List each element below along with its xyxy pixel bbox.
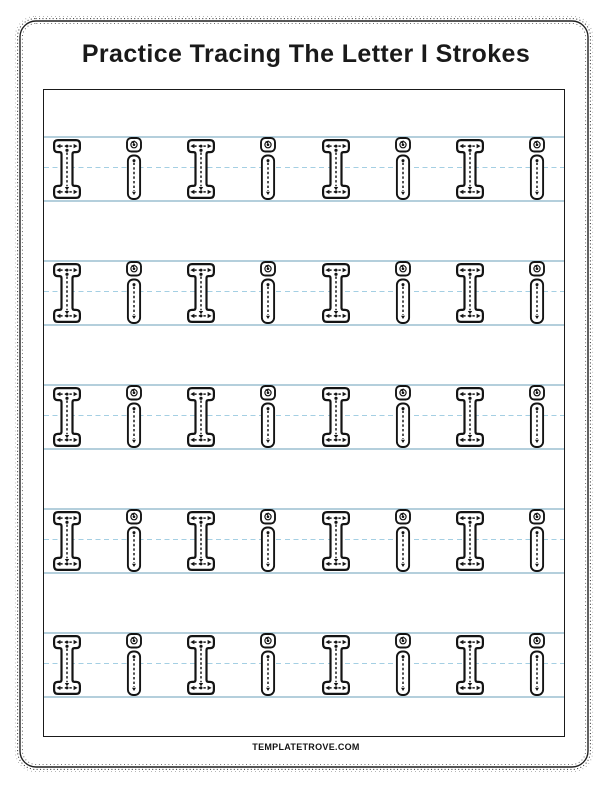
stroke-start-dot	[267, 531, 270, 534]
practice-row	[44, 508, 564, 574]
stroke-start-dot	[65, 562, 68, 565]
stroke-start-dot	[468, 521, 471, 524]
stroke-start-dot	[65, 517, 68, 520]
uppercase-i-outline-icon	[322, 387, 350, 447]
guide-line-top	[44, 136, 564, 138]
uppercase-i-trace-glyph[interactable]	[187, 139, 215, 199]
stroke-start-dot	[469, 641, 472, 644]
guide-line-bottom	[44, 696, 564, 698]
uppercase-i-outline-icon	[187, 635, 215, 695]
dot-center	[133, 267, 136, 270]
lowercase-i-outline-icon	[395, 137, 411, 200]
stroke-start-dot	[200, 269, 203, 272]
stroke-start-dot	[469, 562, 472, 565]
guide-line-middle-dashed	[44, 539, 564, 540]
stroke-start-dot	[133, 283, 136, 286]
guide-line-bottom	[44, 448, 564, 450]
lowercase-i-outline-icon	[126, 137, 142, 200]
lowercase-i-trace-glyph[interactable]	[126, 261, 142, 324]
dot-center	[133, 639, 136, 642]
lowercase-i-outline-icon	[529, 633, 545, 696]
worksheet-title: Practice Tracing The Letter I Strokes	[81, 40, 531, 68]
stroke-start-dot	[401, 283, 404, 286]
practice-row	[44, 384, 564, 450]
uppercase-i-outline-icon	[322, 139, 350, 199]
uppercase-i-outline-icon	[456, 263, 484, 323]
stroke-start-dot	[536, 531, 539, 534]
dot-center	[267, 143, 270, 146]
stroke-start-dot	[65, 438, 68, 441]
stroke-start-dot	[65, 190, 68, 193]
uppercase-i-trace-glyph[interactable]	[53, 511, 81, 571]
uppercase-i-trace-glyph[interactable]	[53, 635, 81, 695]
uppercase-i-trace-glyph[interactable]	[53, 139, 81, 199]
stroke-start-dot	[133, 531, 136, 534]
uppercase-i-outline-icon	[187, 511, 215, 571]
stroke-start-dot	[133, 159, 136, 162]
lowercase-i-trace-glyph[interactable]	[529, 633, 545, 696]
lowercase-i-trace-glyph[interactable]	[260, 261, 276, 324]
stroke-start-dot	[468, 149, 471, 152]
stroke-start-dot	[267, 283, 270, 286]
guide-line-middle-dashed	[44, 291, 564, 292]
stroke-start-dot	[65, 145, 68, 148]
stroke-start-dot	[65, 397, 68, 400]
stroke-start-dot	[468, 397, 471, 400]
uppercase-i-trace-glyph[interactable]	[322, 511, 350, 571]
stroke-start-dot	[200, 641, 203, 644]
uppercase-i-trace-glyph[interactable]	[187, 263, 215, 323]
stroke-start-dot	[200, 149, 203, 152]
lowercase-i-trace-glyph[interactable]	[529, 261, 545, 324]
practice-area	[43, 89, 565, 737]
lowercase-i-outline-icon	[395, 509, 411, 572]
lowercase-i-outline-icon	[395, 633, 411, 696]
lowercase-i-trace-glyph[interactable]	[529, 385, 545, 448]
uppercase-i-trace-glyph[interactable]	[53, 263, 81, 323]
stroke-start-dot	[401, 407, 404, 410]
stroke-start-dot	[469, 686, 472, 689]
lowercase-i-outline-icon	[260, 261, 276, 324]
guide-line-bottom	[44, 324, 564, 326]
stroke-start-dot	[65, 521, 68, 524]
lowercase-i-trace-glyph[interactable]	[395, 385, 411, 448]
stroke-start-dot	[536, 283, 539, 286]
lowercase-i-outline-icon	[529, 385, 545, 448]
footer-website-text: TEMPLATETROVE.COM	[252, 742, 360, 752]
stroke-start-dot	[200, 645, 203, 648]
lowercase-i-trace-glyph[interactable]	[395, 633, 411, 696]
uppercase-i-outline-icon	[53, 511, 81, 571]
stroke-start-dot	[334, 438, 337, 441]
stroke-start-dot	[65, 645, 68, 648]
stroke-start-dot	[469, 145, 472, 148]
uppercase-i-trace-glyph[interactable]	[187, 635, 215, 695]
lowercase-i-outline-icon	[126, 261, 142, 324]
lowercase-i-outline-icon	[529, 509, 545, 572]
lowercase-i-outline-icon	[529, 261, 545, 324]
uppercase-i-trace-glyph[interactable]	[456, 139, 484, 199]
dot-center	[267, 391, 270, 394]
stroke-start-dot	[334, 190, 337, 193]
lowercase-i-trace-glyph[interactable]	[395, 137, 411, 200]
dot-center	[536, 267, 539, 270]
guide-line-middle-dashed	[44, 415, 564, 416]
lowercase-i-trace-glyph[interactable]	[395, 509, 411, 572]
uppercase-i-outline-icon	[187, 139, 215, 199]
stroke-start-dot	[334, 269, 337, 272]
lowercase-i-outline-icon	[260, 633, 276, 696]
uppercase-i-outline-icon	[322, 511, 350, 571]
lowercase-i-trace-glyph[interactable]	[260, 137, 276, 200]
stroke-start-dot	[200, 393, 203, 396]
practice-row	[44, 632, 564, 698]
stroke-start-dot	[267, 407, 270, 410]
stroke-start-dot	[200, 273, 203, 276]
uppercase-i-outline-icon	[456, 387, 484, 447]
lowercase-i-outline-icon	[126, 385, 142, 448]
uppercase-i-trace-glyph[interactable]	[322, 139, 350, 199]
lowercase-i-outline-icon	[395, 385, 411, 448]
dot-center	[536, 639, 539, 642]
uppercase-i-trace-glyph[interactable]	[322, 263, 350, 323]
stroke-start-dot	[536, 159, 539, 162]
guide-line-top	[44, 632, 564, 634]
uppercase-i-outline-icon	[187, 387, 215, 447]
stroke-start-dot	[469, 393, 472, 396]
stroke-start-dot	[469, 517, 472, 520]
uppercase-i-outline-icon	[53, 387, 81, 447]
stroke-start-dot	[267, 159, 270, 162]
dot-center	[536, 391, 539, 394]
lowercase-i-trace-glyph[interactable]	[126, 137, 142, 200]
uppercase-i-trace-glyph[interactable]	[53, 387, 81, 447]
stroke-start-dot	[468, 273, 471, 276]
stroke-start-dot	[334, 145, 337, 148]
stroke-start-dot	[469, 314, 472, 317]
dot-center	[401, 143, 404, 146]
stroke-start-dot	[200, 190, 203, 193]
stroke-start-dot	[65, 314, 68, 317]
practice-row	[44, 260, 564, 326]
stroke-start-dot	[401, 531, 404, 534]
uppercase-i-trace-glyph[interactable]	[322, 387, 350, 447]
stroke-start-dot	[65, 273, 68, 276]
stroke-start-dot	[65, 269, 68, 272]
lowercase-i-trace-glyph[interactable]	[126, 385, 142, 448]
uppercase-i-outline-icon	[322, 635, 350, 695]
stroke-start-dot	[334, 149, 337, 152]
dot-center	[133, 143, 136, 146]
dot-center	[536, 143, 539, 146]
stroke-start-dot	[469, 190, 472, 193]
dot-center	[267, 515, 270, 518]
stroke-start-dot	[334, 273, 337, 276]
uppercase-i-trace-glyph[interactable]	[456, 511, 484, 571]
stroke-start-dot	[200, 397, 203, 400]
stroke-start-dot	[334, 562, 337, 565]
stroke-start-dot	[200, 562, 203, 565]
stroke-start-dot	[65, 393, 68, 396]
guide-line-middle-dashed	[44, 663, 564, 664]
uppercase-i-trace-glyph[interactable]	[456, 635, 484, 695]
dot-center	[133, 515, 136, 518]
stroke-start-dot	[200, 521, 203, 524]
dot-center	[401, 391, 404, 394]
stroke-start-dot	[65, 686, 68, 689]
dot-center	[401, 515, 404, 518]
uppercase-i-outline-icon	[456, 139, 484, 199]
lowercase-i-outline-icon	[126, 509, 142, 572]
lowercase-i-trace-glyph[interactable]	[126, 633, 142, 696]
stroke-start-dot	[133, 655, 136, 658]
stroke-start-dot	[65, 149, 68, 152]
stroke-start-dot	[334, 686, 337, 689]
uppercase-i-trace-glyph[interactable]	[187, 511, 215, 571]
uppercase-i-outline-icon	[53, 263, 81, 323]
lowercase-i-trace-glyph[interactable]	[260, 509, 276, 572]
stroke-start-dot	[401, 159, 404, 162]
guide-line-middle-dashed	[44, 167, 564, 168]
dot-center	[267, 639, 270, 642]
lowercase-i-trace-glyph[interactable]	[126, 509, 142, 572]
lowercase-i-trace-glyph[interactable]	[529, 137, 545, 200]
dot-center	[401, 267, 404, 270]
practice-row	[44, 136, 564, 202]
lowercase-i-outline-icon	[395, 261, 411, 324]
guide-line-top	[44, 260, 564, 262]
dot-center	[267, 267, 270, 270]
stroke-start-dot	[469, 438, 472, 441]
stroke-start-dot	[401, 655, 404, 658]
stroke-start-dot	[334, 393, 337, 396]
uppercase-i-trace-glyph[interactable]	[187, 387, 215, 447]
dot-center	[536, 515, 539, 518]
dot-center	[401, 639, 404, 642]
dot-center	[133, 391, 136, 394]
stroke-start-dot	[468, 645, 471, 648]
stroke-start-dot	[334, 397, 337, 400]
lowercase-i-outline-icon	[260, 509, 276, 572]
stroke-start-dot	[334, 517, 337, 520]
stroke-start-dot	[200, 145, 203, 148]
stroke-start-dot	[334, 645, 337, 648]
lowercase-i-trace-glyph[interactable]	[260, 633, 276, 696]
lowercase-i-outline-icon	[529, 137, 545, 200]
stroke-start-dot	[536, 655, 539, 658]
uppercase-i-outline-icon	[187, 263, 215, 323]
guide-line-top	[44, 508, 564, 510]
lowercase-i-outline-icon	[260, 385, 276, 448]
stroke-start-dot	[267, 655, 270, 658]
stroke-start-dot	[200, 517, 203, 520]
uppercase-i-trace-glyph[interactable]	[456, 387, 484, 447]
lowercase-i-trace-glyph[interactable]	[260, 385, 276, 448]
stroke-start-dot	[65, 641, 68, 644]
guide-line-top	[44, 384, 564, 386]
lowercase-i-trace-glyph[interactable]	[395, 261, 411, 324]
uppercase-i-outline-icon	[322, 263, 350, 323]
stroke-start-dot	[200, 438, 203, 441]
guide-line-bottom	[44, 200, 564, 202]
uppercase-i-outline-icon	[456, 511, 484, 571]
guide-line-bottom	[44, 572, 564, 574]
stroke-start-dot	[334, 521, 337, 524]
lowercase-i-trace-glyph[interactable]	[529, 509, 545, 572]
uppercase-i-outline-icon	[53, 139, 81, 199]
uppercase-i-outline-icon	[53, 635, 81, 695]
stroke-start-dot	[334, 314, 337, 317]
lowercase-i-outline-icon	[260, 137, 276, 200]
uppercase-i-trace-glyph[interactable]	[322, 635, 350, 695]
uppercase-i-outline-icon	[456, 635, 484, 695]
stroke-start-dot	[133, 407, 136, 410]
stroke-start-dot	[200, 314, 203, 317]
uppercase-i-trace-glyph[interactable]	[456, 263, 484, 323]
lowercase-i-outline-icon	[126, 633, 142, 696]
stroke-start-dot	[200, 686, 203, 689]
stroke-start-dot	[536, 407, 539, 410]
stroke-start-dot	[469, 269, 472, 272]
stroke-start-dot	[334, 641, 337, 644]
